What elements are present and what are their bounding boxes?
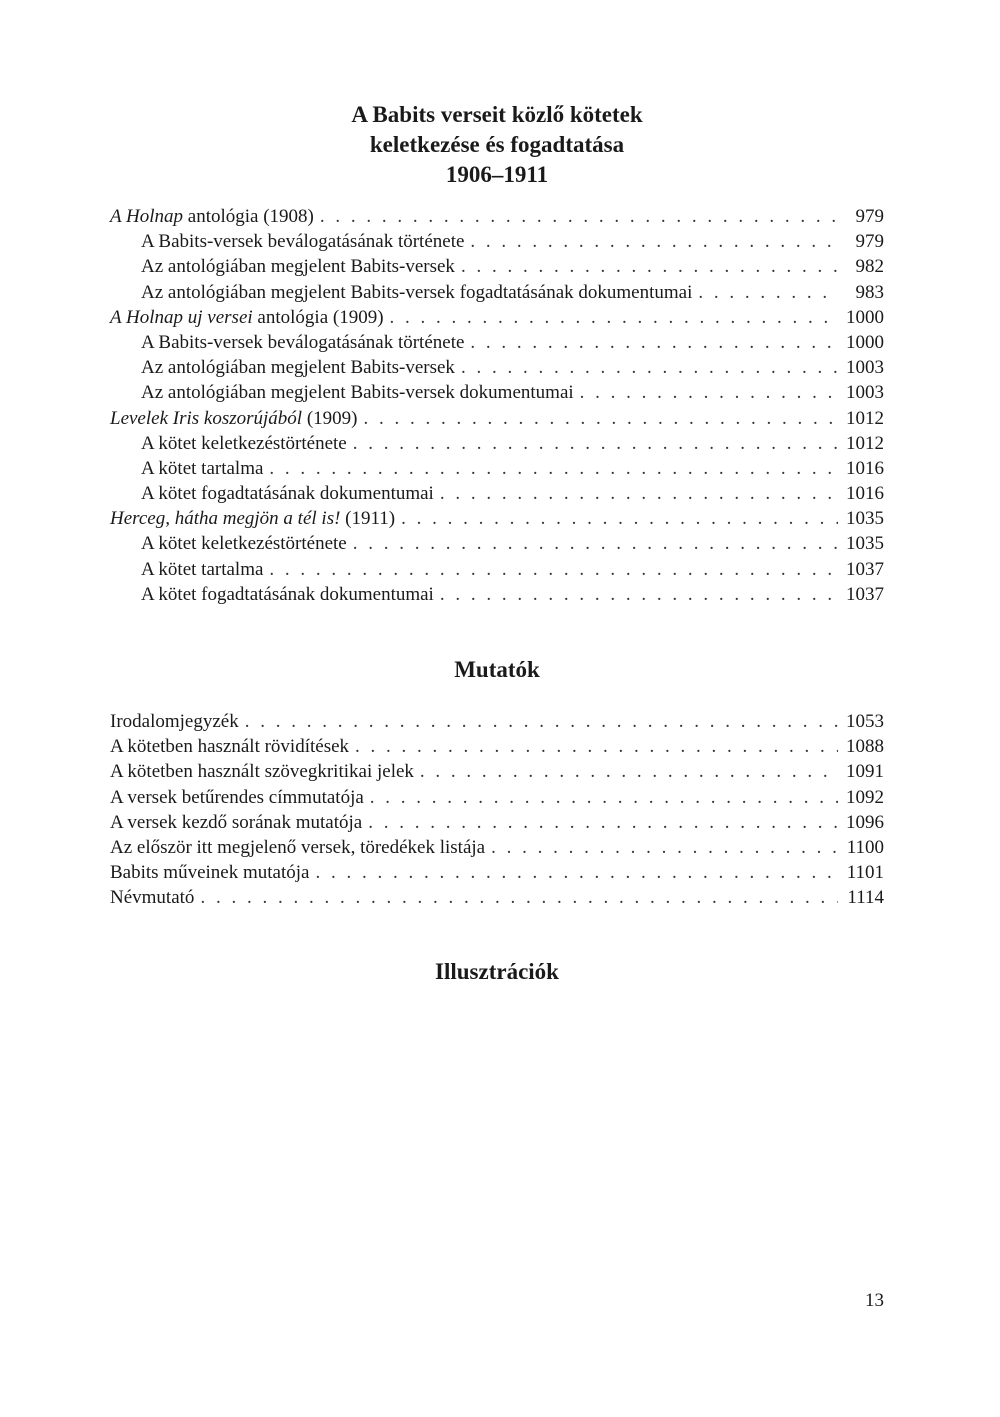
toc-entry-page: 1012 bbox=[846, 407, 884, 429]
toc-entry-text: A kötet keletkezéstörténete bbox=[141, 533, 347, 555]
toc-entry-text: Az először itt megjelenő versek, töredékek listája bbox=[110, 836, 486, 858]
dot-leader bbox=[368, 810, 838, 835]
toc-entry-text: A Babits-versek beválogatásának története bbox=[141, 231, 465, 253]
toc-entry-title bbox=[110, 885, 194, 910]
toc-entry-page: 1035 bbox=[846, 533, 884, 555]
toc-entry-text: Az antológiában megjelent Babits-versek dokumentumai bbox=[141, 382, 574, 404]
toc-entry-text: A kötet tartalma bbox=[141, 558, 264, 580]
dot-leader bbox=[580, 380, 838, 405]
toc-entry-text: Az antológiában megjelent Babits-versek bbox=[141, 357, 455, 379]
toc-entry[interactable] bbox=[110, 406, 884, 431]
toc-entry-title bbox=[110, 204, 314, 229]
toc-entry[interactable] bbox=[110, 305, 884, 330]
dot-leader bbox=[245, 709, 838, 734]
toc-entry[interactable] bbox=[110, 759, 884, 784]
heading-line: keletkezése és fogadtatása bbox=[369, 132, 625, 157]
toc-entry-title bbox=[141, 531, 347, 556]
toc-list-indexes bbox=[110, 709, 884, 911]
heading-line: Illusztrációk bbox=[435, 959, 559, 984]
toc-entry[interactable] bbox=[110, 431, 884, 456]
dot-leader bbox=[355, 734, 838, 759]
toc-entry-suffix: antológia (1909) bbox=[252, 306, 384, 328]
toc-entry-title bbox=[110, 506, 395, 531]
dot-leader bbox=[470, 229, 838, 254]
toc-entry-title bbox=[110, 860, 309, 885]
toc-entry-page: 1037 bbox=[846, 558, 884, 580]
toc-entry-page: 1091 bbox=[846, 761, 884, 783]
toc-entry-title bbox=[141, 431, 347, 456]
toc-entry-text: A versek betűrendes címmutatója bbox=[110, 786, 364, 808]
toc-entry-page: 1096 bbox=[846, 811, 884, 833]
toc-entry[interactable] bbox=[110, 734, 884, 759]
toc-entry-text: A kötet keletkezéstörténete bbox=[141, 432, 347, 454]
toc-entry[interactable] bbox=[110, 810, 884, 835]
toc-entry-page: 1000 bbox=[846, 331, 884, 353]
section-heading-illustrations bbox=[110, 957, 884, 987]
toc-entry[interactable] bbox=[110, 330, 884, 355]
dot-leader bbox=[200, 885, 838, 910]
toc-entry[interactable] bbox=[110, 785, 884, 810]
toc-entry-page: 1003 bbox=[846, 357, 884, 379]
toc-entry-page: 1012 bbox=[846, 432, 884, 454]
toc-entry[interactable] bbox=[110, 254, 884, 279]
toc-entry-text: A kötetben használt szövegkritikai jelek bbox=[110, 761, 414, 783]
toc-entry[interactable] bbox=[110, 709, 884, 734]
toc-entry-title bbox=[141, 557, 263, 582]
toc-entry-text: Névmutató bbox=[110, 887, 195, 909]
page-number: 13 bbox=[865, 1290, 884, 1311]
toc-entry-title bbox=[141, 582, 434, 607]
toc-entry-text: A versek kezdő sorának mutatója bbox=[110, 811, 363, 833]
toc-entry-suffix: (1909) bbox=[302, 407, 358, 429]
dot-leader bbox=[363, 406, 838, 431]
dot-leader bbox=[353, 431, 838, 456]
toc-entry-page: 1016 bbox=[846, 483, 884, 505]
toc-entry-page: 1003 bbox=[846, 382, 884, 404]
toc-entry[interactable] bbox=[110, 835, 884, 860]
dot-leader bbox=[420, 759, 838, 784]
toc-entry[interactable] bbox=[110, 456, 884, 481]
toc-entry[interactable] bbox=[110, 885, 884, 910]
toc-entry-title bbox=[141, 254, 455, 279]
toc-entry-page: 1016 bbox=[846, 457, 884, 479]
toc-entry[interactable] bbox=[110, 229, 884, 254]
toc-entry-title bbox=[141, 481, 434, 506]
toc-entry-title bbox=[110, 305, 384, 330]
dot-leader bbox=[461, 355, 838, 380]
heading-line: Mutatók bbox=[454, 657, 540, 682]
toc-entry-text: A kötetben használt rövidítések bbox=[110, 736, 350, 758]
toc-entry-page: 982 bbox=[855, 256, 884, 278]
toc-entry-title bbox=[110, 835, 485, 860]
toc-entry-italic-title: A Holnap uj versei bbox=[110, 306, 253, 328]
dot-leader bbox=[401, 506, 838, 531]
toc-entry-page: 1114 bbox=[847, 887, 884, 909]
toc-entry-title bbox=[110, 734, 349, 759]
toc-entry-title bbox=[141, 355, 455, 380]
toc-entry-title bbox=[110, 709, 239, 734]
toc-entry-text: A kötet fogadtatásának dokumentumai bbox=[141, 483, 434, 505]
toc-entry[interactable] bbox=[110, 860, 884, 885]
heading-line: 1906–1911 bbox=[445, 162, 549, 187]
toc-entry[interactable] bbox=[110, 582, 884, 607]
toc-entry[interactable] bbox=[110, 204, 884, 229]
toc-entry-title bbox=[110, 759, 414, 784]
toc-entry-title bbox=[110, 785, 364, 810]
toc-entry-text: Az antológiában megjelent Babits-versek bbox=[141, 256, 455, 278]
toc-entry-italic-title: Herceg, hátha megjön a tél is! bbox=[110, 508, 341, 530]
dot-leader bbox=[269, 456, 838, 481]
dot-leader bbox=[370, 785, 838, 810]
toc-entry[interactable] bbox=[110, 280, 884, 305]
heading-line: A Babits verseit közlő kötetek bbox=[351, 102, 643, 127]
section-heading-indexes bbox=[110, 655, 884, 685]
dot-leader bbox=[440, 582, 838, 607]
toc-entry-page: 1101 bbox=[846, 862, 884, 884]
toc-list-volumes bbox=[110, 204, 884, 607]
dot-leader bbox=[698, 280, 838, 305]
dot-leader bbox=[353, 531, 838, 556]
dot-leader bbox=[491, 835, 838, 860]
toc-entry-text: A kötet tartalma bbox=[141, 457, 264, 479]
toc-entry[interactable] bbox=[110, 380, 884, 405]
toc-entry[interactable] bbox=[110, 557, 884, 582]
toc-entry-title bbox=[110, 810, 362, 835]
toc-entry-title bbox=[141, 330, 464, 355]
toc-entry[interactable] bbox=[110, 531, 884, 556]
toc-entry[interactable] bbox=[110, 481, 884, 506]
toc-entry-page: 1037 bbox=[846, 583, 884, 605]
toc-entry-page: 1100 bbox=[846, 836, 884, 858]
toc-entry-page: 1088 bbox=[846, 736, 884, 758]
toc-entry-text: Babits műveinek mutatója bbox=[110, 862, 310, 884]
toc-entry-italic-title: Levelek Iris koszorújából bbox=[110, 407, 303, 429]
toc-entry-page: 1092 bbox=[846, 786, 884, 808]
dot-leader bbox=[461, 254, 838, 279]
toc-entry-page: 983 bbox=[855, 281, 884, 303]
toc-entry-page: 1035 bbox=[846, 508, 884, 530]
dot-leader bbox=[315, 860, 838, 885]
dot-leader bbox=[269, 557, 838, 582]
toc-entry-title bbox=[141, 280, 692, 305]
toc-entry-text: A kötet fogadtatásának dokumentumai bbox=[141, 583, 434, 605]
toc-entry-page: 979 bbox=[855, 231, 884, 253]
toc-entry[interactable] bbox=[110, 355, 884, 380]
toc-entry-text: Irodalomjegyzék bbox=[110, 711, 239, 732]
toc-entry-title bbox=[141, 380, 574, 405]
toc-entry-page: 979 bbox=[855, 206, 884, 227]
toc-entry-text: A Babits-versek beválogatásának története bbox=[141, 331, 465, 353]
dot-leader bbox=[390, 305, 838, 330]
toc-entry-title bbox=[110, 406, 357, 431]
toc-entry-suffix: (1911) bbox=[340, 508, 396, 530]
toc-entry[interactable] bbox=[110, 506, 884, 531]
toc-entry-page: 1000 bbox=[846, 306, 884, 328]
section-heading-volumes bbox=[110, 100, 884, 190]
dot-leader bbox=[320, 204, 838, 229]
dot-leader bbox=[440, 481, 838, 506]
toc-entry-italic-title: A Holnap bbox=[110, 206, 184, 227]
toc-entry-text: Az antológiában megjelent Babits-versek fogadtatásának dokumentumai bbox=[141, 281, 693, 303]
toc-entry-title bbox=[141, 229, 464, 254]
dot-leader bbox=[470, 330, 838, 355]
toc-entry-suffix: antológia (1908) bbox=[183, 206, 314, 227]
toc-entry-page: 1053 bbox=[846, 711, 884, 732]
toc-entry-title bbox=[141, 456, 263, 481]
